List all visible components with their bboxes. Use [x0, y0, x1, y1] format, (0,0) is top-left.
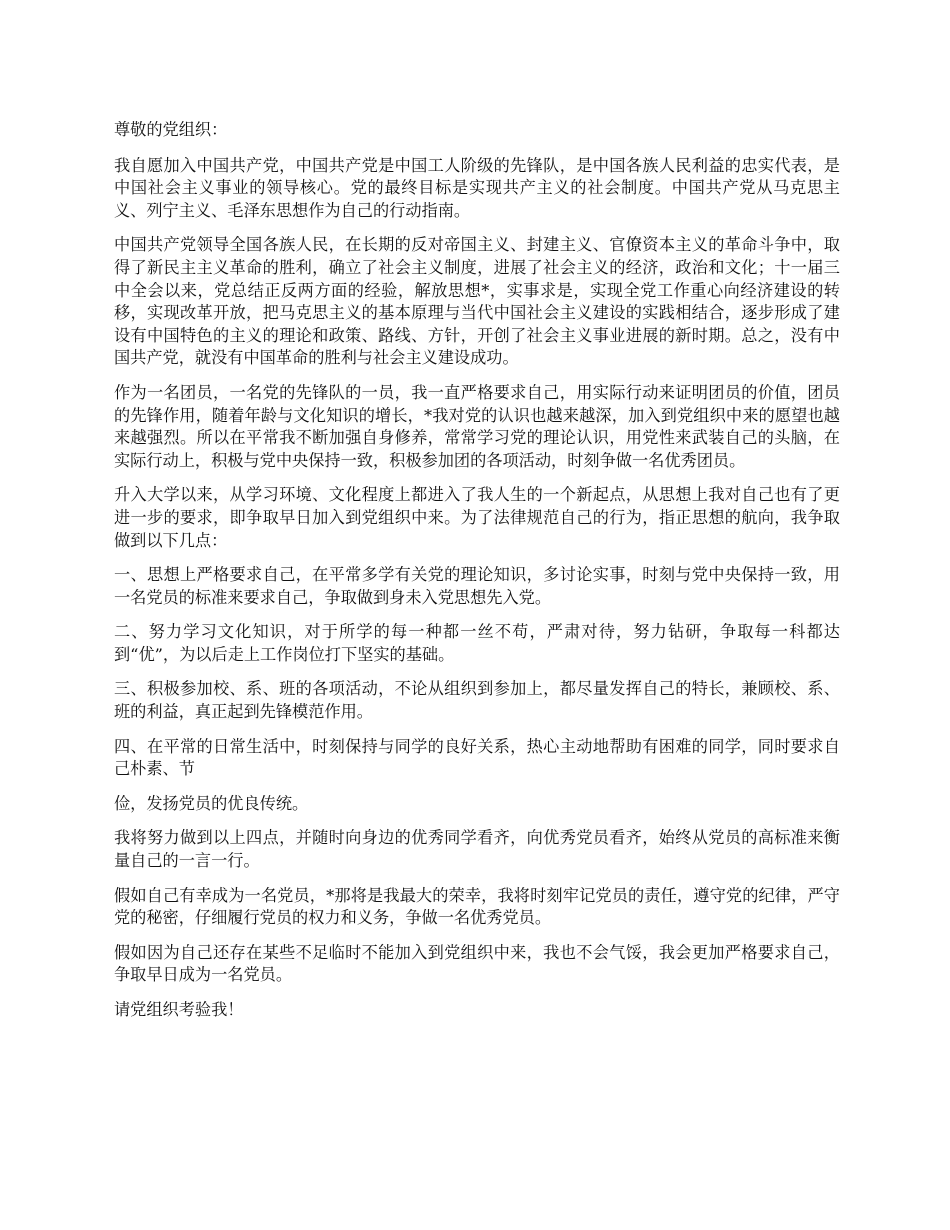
- paragraph-history: 中国共产党领导全国各族人民，在长期的反对帝国主义、封建主义、官僚资本主义的革命斗争中，取得了新民主主义革命的胜利，确立了社会主义制度，进展了社会主义的经济，政治和文化；十一届三中全会以来，党总结正反两方面的经验，解放思想*，实事求是，实现全党工作重心向经济建设的转移，实现改革开放，把马克思主义的基本原理与当代中国社会主义建设的实践相结合，逐步形成了建设有中国特色的主义的理论和政策、路线、方针，开创了社会主义事业进展的新时期。总之，没有中国共产党，就没有中国革命的胜利与社会主义建设成功。: [114, 235, 840, 368]
- paragraph-point-one: 一、思想上严格要求自己，在平常多学有关党的理论知识，多讨论实事，时刻与党中央保持一致，用一名党员的标准来要求自己，争取做到身未入党思想先入党。: [114, 565, 840, 607]
- salutation: 尊敬的党组织：: [114, 120, 228, 139]
- paragraph-intro: 我自愿加入中国共产党，中国共产党是中国工人阶级的先锋队，是中国各族人民利益的忠实代表，是中国社会主义事业的领导核心。党的最终目标是实现共产主义的社会制度。中国共产党从马克思主义、列宁主义、毛泽东思想作为自己的行动指南。: [114, 155, 840, 220]
- paragraph-point-four-continued: 俭，发扬党员的优良传统。: [114, 793, 309, 813]
- paragraph-league-member: 作为一名团员，一名党的先锋队的一员，我一直严格要求自己，用实际行动来证明团员的价值，团员的先锋作用，随着年龄与文化知识的增长，*我对党的认识也越来越深，加入到党组织中来的愿望也越来越强烈。所以在平常我不断加强自身修养，常常学习党的理论认识，用党性来武装自己的头脑，在实际行动上，积极与党中央保持一致，积极参加团的各项活动，时刻争做一名优秀团员。: [114, 382, 840, 470]
- closing-line: 请党组织考验我！: [114, 1000, 244, 1019]
- document-page: [114, 119, 840, 1034]
- paragraph-point-four: 四、在平常的日常生活中，时刻保持与同学的良好关系，热心主动地帮助有困难的同学，同时要求自己朴素、节: [114, 736, 840, 779]
- paragraph-if-accepted: 假如自己有幸成为一名党员，*那将是我最大的荣幸，我将时刻牢记党员的责任，遵守党的纪律，严守党的秘密，仔细履行党员的权力和义务，争做一名优秀党员。: [114, 885, 840, 928]
- paragraph-point-two: 二、努力学习文化知识，对于所学的每一种都一丝不苟，严肃对待，努力钻研，争取每一科都达到“优”，为以后走上工作岗位打下坚实的基础。: [114, 622, 840, 664]
- paragraph-point-three: 三、积极参加校、系、班的各项活动，不论从组织到参加上，都尽量发挥自己的特长，兼顾校、系、班的利益，真正起到先锋模范作用。: [114, 679, 840, 722]
- paragraph-university: 升入大学以来，从学习环境、文化程度上都进入了我人生的一个新起点，从思想上我对自己也有了更进一步的要求，即争取早日加入到党组织中来。为了法律规范自己的行为，指正思想的航向，我争取做到以下几点：: [114, 485, 840, 550]
- paragraph-if-not-accepted: 假如因为自己还存在某些不足临时不能加入到党组织中来，我也不会气馁，我会更加严格要求自己，争取早日成为一名党员。: [114, 942, 840, 985]
- paragraph-commitment: 我将努力做到以上四点，并随时向身边的优秀同学看齐，向优秀党员看齐，始终从党员的高标准来衡量自己的一言一行。: [114, 828, 840, 871]
